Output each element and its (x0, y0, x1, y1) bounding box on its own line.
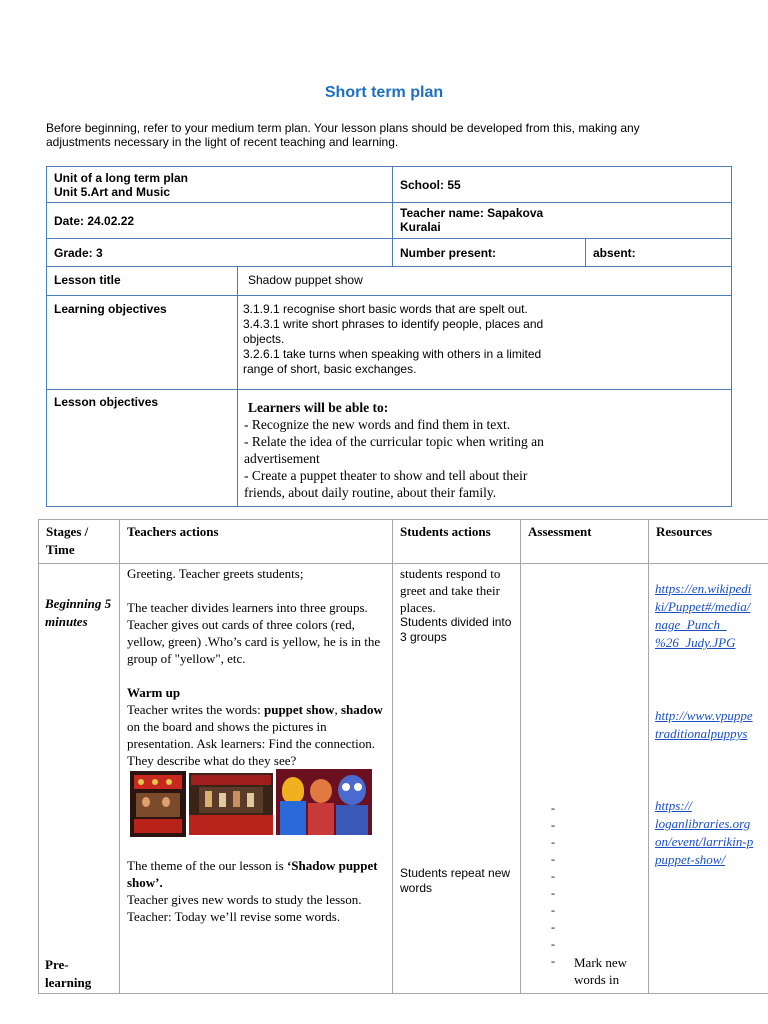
dash: - (551, 869, 555, 883)
dash: - (551, 801, 555, 815)
learning-objective-item: 3.1.9.1 recognise short basic words that are spelt out. (243, 302, 528, 316)
warmup-heading: Warm up (127, 685, 181, 700)
unit-cell (47, 167, 392, 202)
resource-link-punch-judy[interactable]: https://en.wikipedi ki/Puppet#/media/ nage_Punch_ %26_Judy.JPG (655, 581, 752, 650)
intro-text: Before beginning, refer to your medium term plan. Your lesson plans should be developed from this, making any adjustments necessary in the light of recent teaching and learning. (46, 121, 640, 149)
puppet-stage-image (189, 773, 273, 835)
groups-text: The teacher divides learners into three groups. Teacher gives out cards of three colors (red, yellow, green) .Who’s card is yellow, he is in the group of "yellow", etc. (127, 600, 381, 666)
lesson-objectives-heading: Learners will be able to: (248, 400, 389, 415)
warmup-comma: , (334, 702, 341, 717)
students-divided: Students divided into 3 groups (400, 615, 512, 644)
absent-cell: absent: (593, 246, 636, 260)
page-title: Short term plan (324, 84, 444, 101)
date-cell: Date: 24.02.22 (54, 214, 135, 228)
number-present-cell: Number present: (400, 246, 497, 260)
resource-link-logan-libraries[interactable]: https:// loganlibraries.org on/event/larrikin-p puppet-show/ (655, 798, 754, 867)
lesson-objective-item: - Create a puppet theater to show and tell about their friends, about daily routine, about their family. (244, 468, 528, 500)
learning-objectives-list (238, 296, 578, 389)
students-repeat: Students repeat new words (400, 866, 511, 895)
lesson-objectives-label: Lesson objectives (54, 395, 159, 409)
word-shadow: shadow (340, 702, 383, 717)
header-resources: Resources (656, 524, 713, 539)
learning-objective-item: 3.2.6.1 take turns when speaking with others in a limited range of short, basic exchanges. (243, 347, 542, 376)
new-words-text: Teacher gives new words to study the lesson. (127, 892, 362, 907)
grade-cell: Grade: 3 (54, 246, 103, 260)
header-assessment: Assessment (528, 524, 592, 539)
puppet-theatre-image (130, 771, 186, 837)
theme-text (127, 857, 385, 891)
warmup-pre: Teacher writes the words: (127, 702, 264, 717)
learning-objective-item: 3.4.3.1 write short phrases to identify people, places and objects. (243, 317, 544, 346)
lesson-objectives-list (238, 390, 578, 506)
puppet-images (127, 769, 385, 857)
lesson-title-value: Shadow puppet show (248, 273, 363, 287)
resource-link-vpuppets[interactable]: http://www.vpuppe traditionalpuppys (655, 708, 753, 741)
muppet-puppets-image (276, 769, 372, 835)
warmup-text (127, 701, 385, 769)
theme-name: ‘Shadow puppet show’. (127, 858, 378, 890)
school-cell: School: 55 (400, 178, 461, 192)
students-respond: students respond to greet and take their places. (400, 566, 501, 615)
teachers-actions-cell (120, 565, 392, 993)
lesson-title-label: Lesson title (54, 273, 121, 287)
unit-label: Unit of a long term plan (54, 171, 188, 185)
lesson-objective-item: - Recognize the new words and find them in text. (244, 417, 511, 432)
dash: - (551, 818, 555, 832)
dash: - (551, 954, 555, 968)
theme-pre: The theme of the our lesson is (127, 858, 287, 873)
word-puppet-show: puppet show (263, 702, 335, 717)
dash: - (551, 920, 555, 934)
dash: - (551, 886, 555, 900)
teacher-name-cell (393, 203, 731, 238)
dash: - (551, 937, 555, 951)
header-stages: Stages / Time (46, 524, 89, 557)
warmup-post: on the board and shows the pictures in presentation. Ask learners: Find the connection. They describe what do they see? (127, 719, 376, 768)
greeting-text: Greeting. Teacher greets students; (127, 566, 304, 581)
header-teachers-actions: Teachers actions (127, 524, 219, 539)
revise-text: Teacher: Today we’ll revise some words. (127, 909, 341, 924)
stage-beginning: Beginning 5 minutes (45, 596, 112, 629)
header-students-actions: Students actions (400, 524, 491, 539)
stage-prelearning: Pre-learning (45, 957, 92, 990)
mark-new-words: Mark new words in (574, 955, 628, 987)
unit-value: Unit 5.Art and Music (54, 185, 171, 199)
teacher-name-line2: Kuralai (400, 220, 441, 234)
teacher-name-line1: Teacher name: Sapakova (400, 206, 544, 220)
dash: - (551, 903, 555, 917)
learning-objectives-label: Learning objectives (54, 302, 167, 316)
dash: - (551, 835, 555, 849)
lesson-objective-item: - Relate the idea of the curricular topic when writing an advertisement (244, 434, 544, 466)
resources-cell (649, 564, 768, 993)
dash: - (551, 852, 555, 866)
